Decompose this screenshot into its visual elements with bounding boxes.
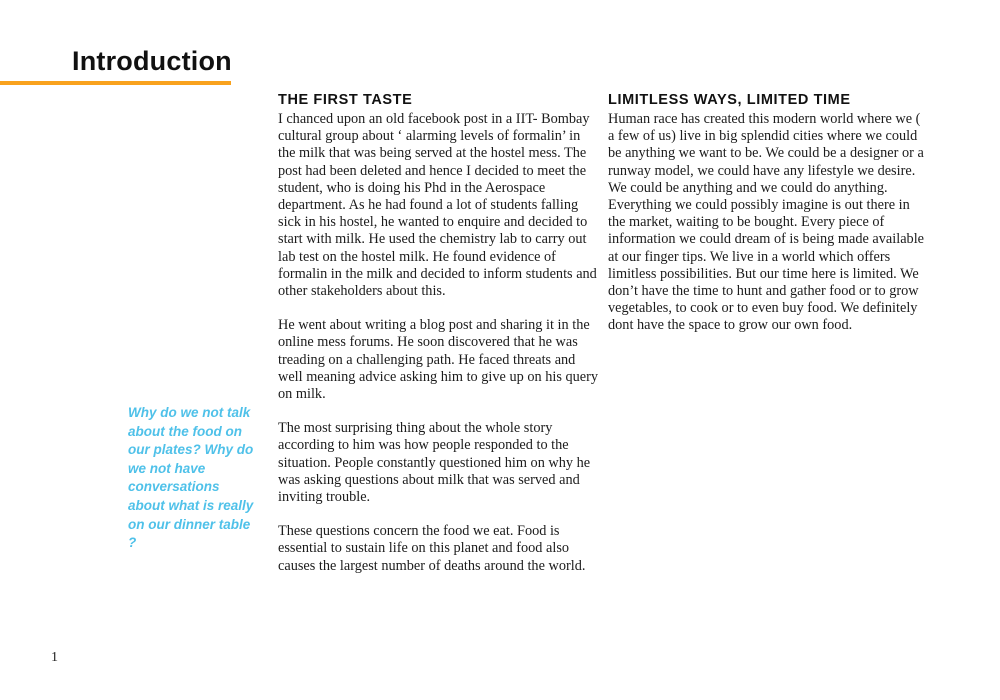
body-paragraph: Human race has created this modern world where we ( a few of us) live in big splendid cities where we could be anything we want to be. We could be a designer or a runway model, we could have any lifestyle we desire. We could be anything and we could do anything. Everything we could possibly imagine is out there in the market, waiting to be bought. Every piece of information we could dream of is being made available at our finger tips. We live in a world which offers limitless possibilities. But our time here is limited. We don’t have the time to hunt and gather food or to grow vegetables, to cook or to even buy food. We definitely dont have the space to grow our own food. — [608, 111, 925, 334]
body-paragraph: He went about writing a blog post and sharing it in the online mess forums. He soon discovered that he was treading on a challenging path. He faced threats and well meaning advice asking him to give up on his query on milk. — [278, 317, 599, 403]
page-number: 1 — [51, 650, 58, 665]
page-title: Introduction — [72, 46, 232, 76]
pull-quote: Why do we not talk about the food on our plates? Why do we not have conversations about what is really on our dinner table ? — [128, 405, 254, 551]
section-heading-first-taste: THE FIRST TASTE — [278, 92, 413, 108]
title-underline-rule — [0, 81, 231, 85]
text-column-limitless-ways — [608, 92, 930, 352]
section-heading-limitless-ways: LIMITLESS WAYS, LIMITED TIME — [608, 92, 851, 108]
body-paragraph: I chanced upon an old facebook post in a IIT- Bombay cultural group about ‘ alarming levels of formalin’ in the milk that was being served at the hostel mess. The post had been deleted and hence I decided to meet the student, who is doing his Phd in the Aerospace department. As he had found a lot of students falling sick in his hostel, he wanted to enquire and decided to start with milk. He used the chemistry lab to carry out lab test on the hostel milk. He found evidence of formalin in the milk and decided to inform students and other stakeholders about this. — [278, 111, 597, 300]
body-paragraph: The most surprising thing about the whole story according to him was how people responded to the situation. People constantly questioned him on why he was asking questions about milk that was served and inviting trouble. — [278, 420, 591, 506]
text-column-first-taste — [278, 92, 600, 592]
body-paragraph: These questions concern the food we eat. Food is essential to sustain life on this planet and food also causes the largest number of deaths around the world. — [278, 523, 586, 574]
